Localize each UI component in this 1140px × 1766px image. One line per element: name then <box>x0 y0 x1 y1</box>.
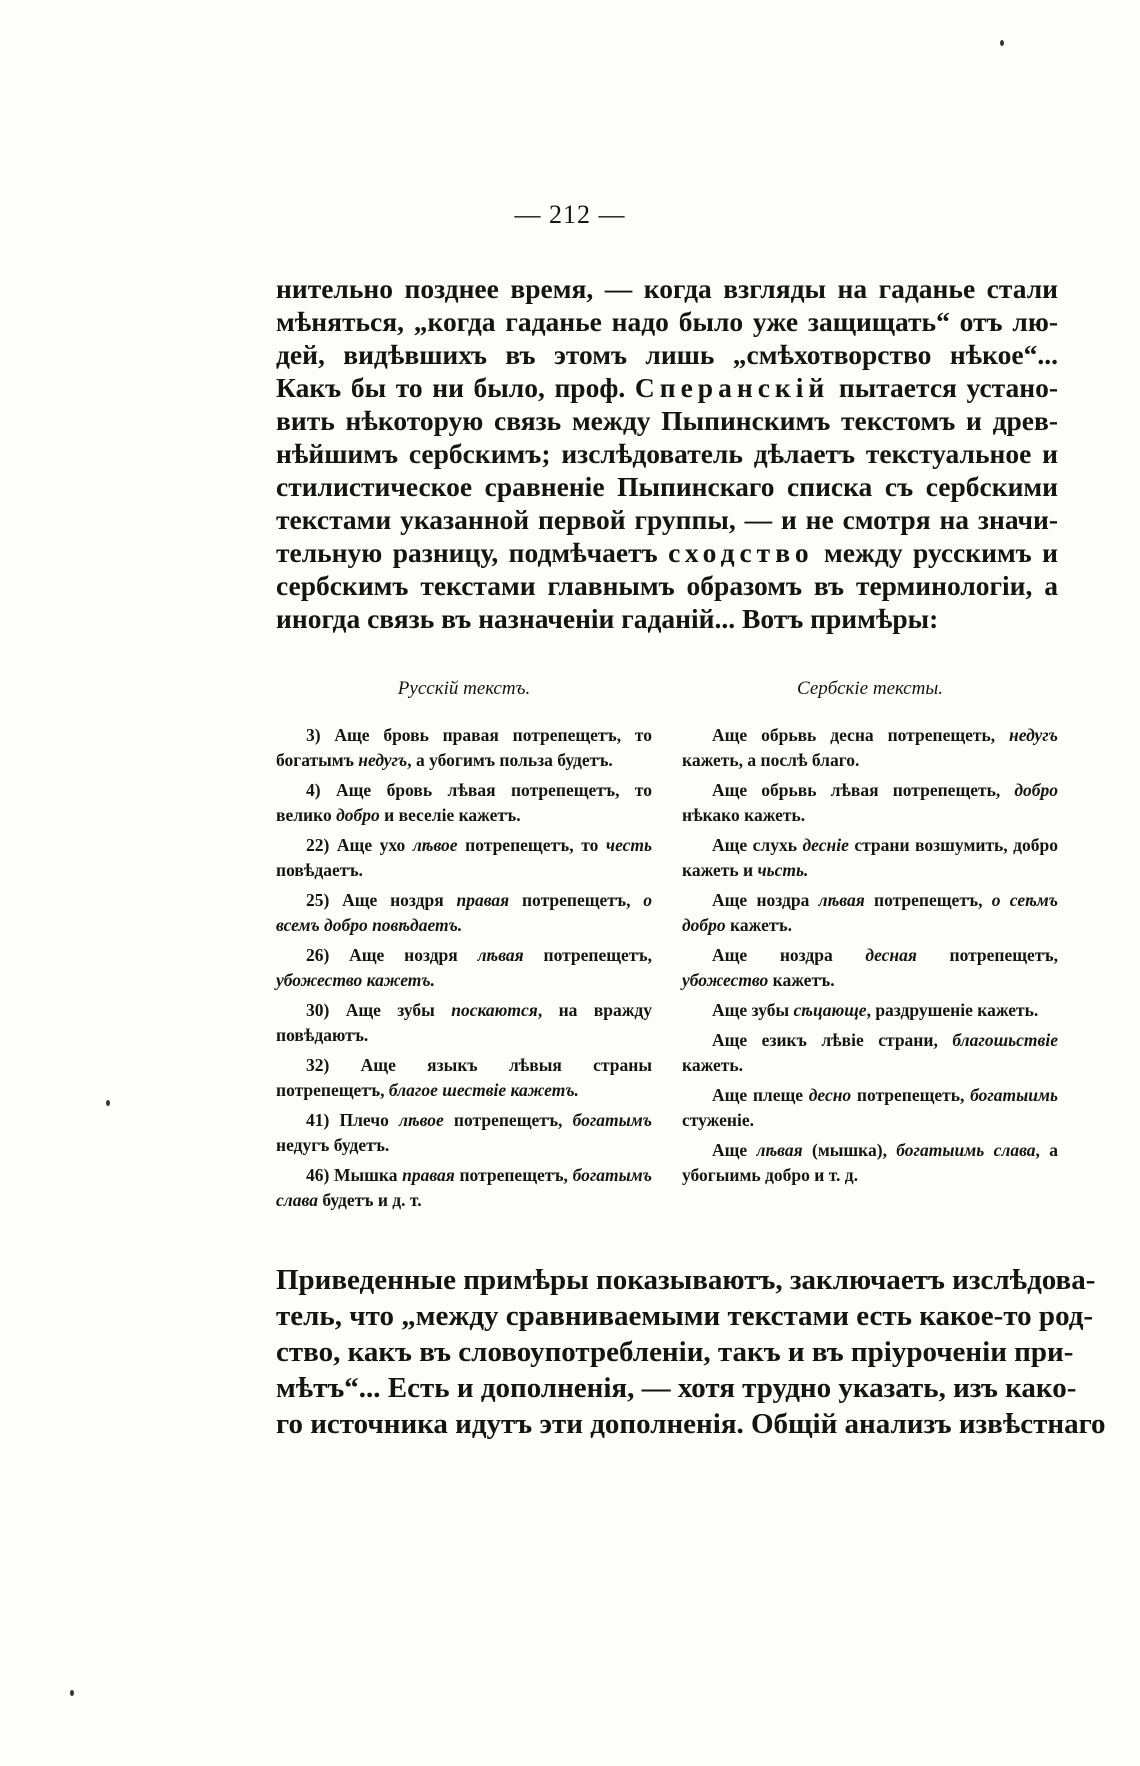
entry-fragment: Аще езикъ лѣвіе страни, <box>712 1030 953 1050</box>
russian-entry <box>276 998 652 1048</box>
italic-term: богатымъ слава <box>276 1165 652 1210</box>
paragraph-intro <box>276 272 1058 635</box>
entry-fragment: потрепещетъ, <box>864 890 992 910</box>
paragraph-conclusion <box>276 1262 1106 1442</box>
entry-fragment: потрепещетъ, <box>916 945 1058 965</box>
text-line: мѣтъ“... Есть и дополненія, — хотя трудно указать, изъ како- <box>276 1372 1077 1404</box>
italic-term: лѣвая <box>756 1140 803 1160</box>
italic-term: богатыимь слава <box>896 1140 1036 1160</box>
serbian-entry <box>682 1083 1058 1133</box>
entry-fragment: , а убогимъ польза будетъ. <box>407 750 613 770</box>
entry-fragment: Аще зубы <box>712 1000 794 1020</box>
italic-term: убожество <box>682 970 769 990</box>
text-line: дей, видѣвшихъ въ этомъ лишь „смѣхотворство нѣкое“... <box>276 339 1058 370</box>
text-line: вить нѣкоторую связь между Пыпинскимъ текстомъ и древ- <box>276 405 1058 436</box>
italic-term: сѣцающе <box>793 1000 867 1020</box>
entry-fragment: потрепещетъ, <box>443 1110 573 1130</box>
entry-text <box>276 725 652 770</box>
entry-fragment: 46) Мышка <box>306 1165 403 1185</box>
entry-text <box>682 890 1058 935</box>
italic-term: благое шествіе кажетъ. <box>388 1080 579 1100</box>
entry-fragment: Аще обрьвь лѣвая потрепещеть, <box>712 780 1015 800</box>
serbian-entry <box>682 943 1058 993</box>
ink-speck <box>106 1100 110 1106</box>
text-line-skhodstvo <box>276 536 1058 569</box>
russian-entry <box>276 1053 652 1103</box>
russian-entry <box>276 778 652 828</box>
entry-text <box>682 1030 1058 1075</box>
russian-entry <box>276 723 652 773</box>
entry-fragment: потрепещетъ, то <box>457 835 606 855</box>
serbian-entry <box>682 998 1058 1023</box>
entry-fragment: нѣкако кажеть. <box>682 805 806 825</box>
russian-entry <box>276 888 652 938</box>
entry-fragment: 32) Аще языкъ лѣвыя страны потрепещетъ, <box>276 1055 652 1100</box>
text-line: ство, какъ въ словоупотребленіи, такъ и въ пріуроченіи при- <box>276 1336 1074 1368</box>
entry-fragment: потрепещетъ, <box>509 890 644 910</box>
serbian-column-title: Сербскіе тексты. <box>797 678 943 699</box>
line-tail: пытается устано- <box>829 372 1059 403</box>
text-line: иногда связь въ назначеніи гаданій... Вотъ примѣры: <box>276 603 939 634</box>
serbian-entries <box>682 723 1058 1188</box>
author-name: Сперанскій <box>634 372 830 403</box>
russian-column <box>276 676 652 1218</box>
italic-term: правая <box>402 1165 455 1185</box>
italic-term: о сеѣмъ добро <box>682 890 1058 935</box>
italic-term: благошьствіе <box>952 1030 1058 1050</box>
entry-fragment: 3) Аще бровь правая потрепещетъ, то богатымъ <box>276 725 652 770</box>
entry-text <box>276 1165 652 1210</box>
italic-term: убожество кажетъ. <box>276 970 436 990</box>
entry-fragment: Аще слухь <box>712 835 803 855</box>
entry-fragment: 22) Аще ухо <box>306 835 413 855</box>
entry-fragment: кажетъ. <box>768 970 835 990</box>
entry-fragment: 30) Аще зубы <box>306 1000 452 1020</box>
entry-text <box>276 835 652 880</box>
entry-text <box>682 780 1058 825</box>
italic-term: лѣвое <box>412 835 458 855</box>
russian-entry <box>276 1108 652 1158</box>
italic-term: лѣвая <box>477 945 524 965</box>
serbian-entry <box>682 1028 1058 1078</box>
entry-fragment: Аще ноздра <box>712 945 866 965</box>
serbian-entry <box>682 833 1058 883</box>
entry-text <box>682 1085 1058 1130</box>
line-head: Какъ бы то ни было, проф. <box>276 372 635 403</box>
entry-fragment: 41) Плечо <box>306 1110 400 1130</box>
emphasized-word: сходство <box>668 537 814 568</box>
russian-column-title: Русскій текстъ. <box>397 678 531 699</box>
entry-fragment: Аще <box>712 1140 757 1160</box>
serbian-entry <box>682 778 1058 828</box>
serbian-entry <box>682 723 1058 773</box>
line-tail: между русскимъ и <box>813 537 1058 568</box>
entry-fragment: кажеть. <box>682 1055 744 1075</box>
entry-text <box>682 945 1058 990</box>
text-line: мѣняться, „когда гаданье надо было уже защищать“ отъ лю- <box>276 306 1058 337</box>
italic-term: лѣвая <box>818 890 865 910</box>
page-number: — 212 — <box>514 200 626 229</box>
russian-entry <box>276 1163 652 1213</box>
entry-fragment: недугъ будетъ. <box>276 1135 390 1155</box>
entry-fragment: потрепещетъ, <box>523 945 653 965</box>
italic-term: добро <box>1014 780 1058 800</box>
italic-term: богатыимь <box>970 1085 1058 1105</box>
text-line: стилистическое сравненіе Пыпинскаго списка съ сербскими <box>276 471 1058 502</box>
entry-fragment: Аще ноздра <box>712 890 819 910</box>
entry-fragment: 25) Аще ноздря <box>306 890 457 910</box>
italic-term: чьсть. <box>757 860 809 880</box>
italic-term: недугъ <box>1009 725 1058 745</box>
entry-fragment: стуженіе. <box>682 1110 754 1130</box>
entry-text <box>276 890 652 935</box>
entry-fragment: , а убогыимь добро и т. д. <box>682 1140 1058 1185</box>
entry-text <box>682 835 1058 880</box>
entry-fragment: , на вражду повѣдаютъ. <box>276 1000 652 1045</box>
text-line: сербскимъ текстами главнымъ образомъ въ терминологіи, а <box>276 570 1058 601</box>
entry-text <box>276 1055 652 1100</box>
italic-term: десно <box>808 1085 852 1105</box>
serbian-column <box>682 676 1058 1218</box>
entry-text <box>276 780 652 825</box>
italic-term: поскаются <box>451 1000 538 1020</box>
entry-text <box>682 725 1058 770</box>
italic-term: недугъ <box>358 750 408 770</box>
ink-speck <box>1000 40 1004 46</box>
serbian-entry <box>682 888 1058 938</box>
entry-text <box>276 1110 652 1155</box>
text-line: Приведенные примѣры показываютъ, заключаетъ изслѣдова- <box>276 1264 1096 1296</box>
entry-text <box>682 1140 1058 1185</box>
italic-term: десная <box>865 945 917 965</box>
comparison-columns <box>276 676 1058 1218</box>
text-line: нѣйшимъ сербскимъ; изслѣдователь дѣлаетъ текстуальное и <box>276 438 1058 469</box>
entry-fragment: будетъ и д. т. <box>317 1190 422 1210</box>
entry-text <box>276 945 652 990</box>
entry-text <box>276 1000 652 1045</box>
russian-entry <box>276 833 652 883</box>
russian-entry <box>276 943 652 993</box>
entry-fragment: кажетъ. <box>725 915 793 935</box>
entry-fragment: Аще обрьвь десна потрепещеть, <box>712 725 1010 745</box>
entry-fragment: , раздрушеніе кажеть. <box>866 1000 1039 1020</box>
serbian-entry <box>682 1138 1058 1188</box>
entry-text <box>682 1000 1038 1020</box>
entry-fragment: повѣдаетъ. <box>276 860 363 880</box>
italic-term: о всемъ добро повѣдаетъ. <box>276 890 652 935</box>
entry-fragment: страни возшумить, добро кажеть и <box>682 835 1058 880</box>
italic-term: лѣвое <box>399 1110 444 1130</box>
entry-fragment: Аще плеще <box>712 1085 809 1105</box>
entry-fragment: (мышка), <box>802 1140 897 1160</box>
entry-fragment: потрепещеть, <box>851 1085 971 1105</box>
text-line-speranskiy <box>276 371 1058 404</box>
italic-term: правая <box>456 890 510 910</box>
ink-speck <box>70 1690 74 1696</box>
line-head: тельную разницу, подмѣчаетъ <box>276 537 669 568</box>
text-line: нительно позднее время, — когда взгляды на гаданье стали <box>276 273 1058 304</box>
italic-term: добро <box>336 805 380 825</box>
entry-fragment: 4) Аще бровь лѣвая потрепещетъ, то велико <box>276 780 652 825</box>
entry-fragment: кажеть, а послѣ благо. <box>682 750 860 770</box>
text-line: текстами указанной первой группы, — и не смотря на значи- <box>276 504 1058 535</box>
russian-entries <box>276 723 652 1213</box>
italic-term: честь <box>605 835 652 855</box>
text-line: го источника идутъ эти дополненія. Общій анализъ извѣстнаго <box>276 1408 1106 1440</box>
entry-fragment: потрепещетъ, <box>454 1165 573 1185</box>
italic-term: десніе <box>802 835 849 855</box>
text-line: тель, что „между сравниваемыми текстами есть какое-то род- <box>276 1300 1094 1332</box>
italic-term: богатымъ <box>572 1110 652 1130</box>
entry-fragment: и веселіе кажетъ. <box>379 805 521 825</box>
entry-fragment: 26) Аще ноздря <box>306 945 478 965</box>
